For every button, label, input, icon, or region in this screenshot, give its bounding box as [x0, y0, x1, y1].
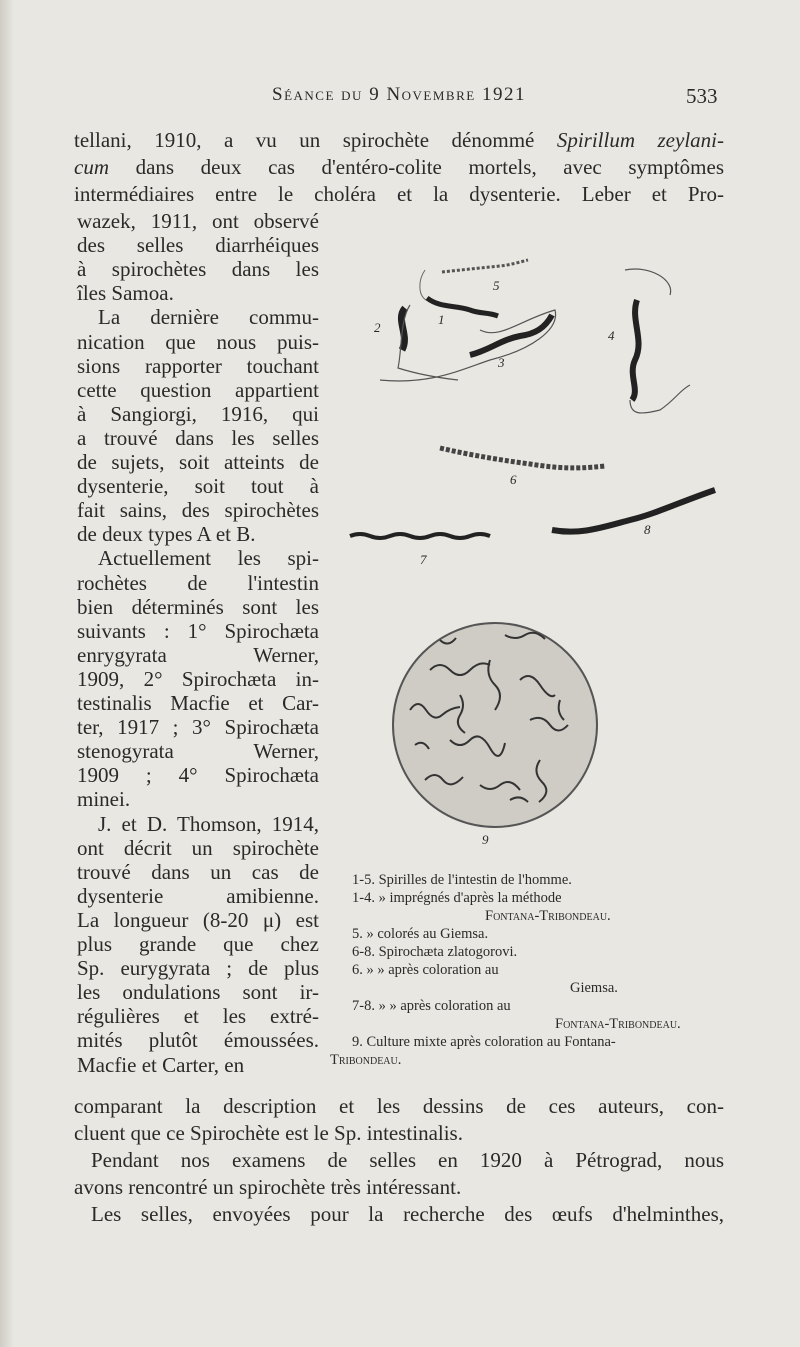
spirochete-3 — [470, 315, 552, 355]
figure-label-8: 8 — [644, 522, 651, 537]
text-line: régulières et les extré- — [77, 1004, 319, 1029]
text-line: de deux types A et B. — [77, 522, 256, 547]
text-line: J. et D. Thomson, 1914, — [98, 811, 319, 836]
text-line: avons rencontré un spirochète très intéressant. — [74, 1175, 462, 1199]
text-line: tellani, 1910, a vu un spirochète dénommé Spirillum zeylani- — [74, 128, 724, 152]
figure-label-9: 9 — [482, 832, 489, 847]
text-line: ter, 1917 ; 3° Spirochæta — [77, 715, 319, 740]
text-line: nication que nous puis- — [77, 329, 319, 354]
page-spine-shadow — [0, 0, 14, 1347]
text-line: cluent que ce Spirochète est le Sp. intestinalis. — [74, 1121, 463, 1145]
caption-line: Tribondeau. — [330, 1052, 402, 1068]
figure-label-5: 5 — [493, 278, 500, 293]
text-line: minei. — [77, 787, 131, 812]
text-line: dysenterie, soit tout à — [77, 474, 319, 499]
caption-line: Giemsa. — [570, 980, 618, 996]
spirochete-4 — [632, 300, 639, 400]
figure-drawings — [330, 240, 730, 860]
figure-label-4: 4 — [608, 328, 615, 343]
text-line: Actuellement les spi- — [98, 546, 319, 571]
text-line: 1909 ; 4° Spirochæta — [77, 763, 319, 788]
text-line: stenogyrata Werner, — [77, 739, 319, 764]
outline-5 — [420, 270, 426, 300]
figure-label-1: 1 — [438, 312, 445, 327]
text-line: intermédiaires entre le choléra et la dysenterie. Leber et Pro- — [74, 182, 724, 206]
spirochete-5 — [442, 260, 528, 272]
caption-line: Fontana-Tribondeau. — [555, 1016, 681, 1032]
caption-line: 1-5. Spirilles de l'intestin de l'homme. — [352, 872, 572, 888]
text-line: a trouvé dans les selles — [77, 425, 319, 450]
figure-label-7: 7 — [420, 552, 427, 567]
text-line: cum dans deux cas d'entéro-colite mortels, avec symptômes — [74, 155, 724, 179]
caption-line: 5. » colorés au Giemsa. — [352, 926, 489, 942]
text-line: Les selles, envoyées pour la recherche des œufs d'helminthes, — [91, 1202, 724, 1226]
text-line: La longueur (8-20 μ) est — [77, 907, 319, 932]
spirochete-8 — [552, 490, 715, 532]
text-line: ont décrit un spirochète — [77, 835, 319, 860]
page-number: 533 — [686, 84, 718, 108]
running-header — [0, 84, 800, 114]
header-title-prefix: Séance du — [272, 84, 363, 105]
caption-line: 6-8. Spirochæta zlatogorovi. — [352, 944, 518, 960]
figure-label-6: 6 — [510, 472, 517, 487]
spirochete-7 — [350, 534, 490, 538]
text-line: trouvé dans un cas de — [77, 859, 319, 884]
header-day: 9 — [369, 84, 381, 105]
text-line: dysenterie amibienne. — [77, 883, 319, 908]
text-line: testinalis Macfie et Car- — [77, 691, 319, 715]
text-line: à Sangiorgi, 1916, qui — [77, 401, 319, 426]
text-line: suivants : 1° Spirochæta — [77, 618, 319, 643]
text-line: Pendant nos examens de selles en 1920 à Pétrograd, nous — [91, 1148, 724, 1172]
caption-line: Fontana-Tribondeau. — [485, 908, 611, 924]
spirochete-figure-plate — [330, 240, 730, 860]
text-line: La dernière commu- — [98, 305, 319, 330]
text-line: bien déterminés sont les — [77, 594, 319, 619]
text-line: les ondulations sont ir- — [77, 980, 319, 1005]
text-line: Sp. eurygyrata ; de plus — [77, 956, 319, 981]
text-line: sions rapporter touchant — [77, 353, 319, 378]
text-line: fait sains, des spirochètes — [77, 498, 319, 523]
text-line: cette question appartient — [77, 377, 319, 402]
text-line: plus grande que chez — [77, 932, 319, 956]
text-line: à spirochètes dans les — [77, 257, 319, 282]
text-line: wazek, 1911, ont observé — [77, 209, 319, 233]
figure-label-2: 2 — [374, 320, 381, 335]
caption-line: 1-4. » imprégnés d'après la méthode — [352, 890, 562, 906]
culture-circle-9 — [393, 623, 597, 827]
caption-line: 7-8. » » après coloration au — [352, 998, 511, 1014]
text-line: enrygyrata Werner, — [77, 642, 319, 667]
spirochete-6 — [440, 448, 605, 468]
header-year: 1921 — [481, 84, 526, 105]
text-line: mités plutôt émoussées. — [77, 1028, 319, 1053]
text-line: Macfie et Carter, en — [77, 1052, 245, 1077]
text-line: des selles diarrhéiques — [77, 233, 319, 258]
caption-line: 6. » » après coloration au — [352, 962, 499, 978]
text-line: 1909, 2° Spirochæta in- — [77, 666, 319, 691]
header-title — [272, 84, 526, 106]
header-month: Novembre — [386, 84, 476, 105]
text-line: îles Samoa. — [77, 281, 174, 306]
figure-label-3: 3 — [498, 355, 505, 370]
text-line: de sujets, soit atteints de — [77, 450, 319, 474]
text-line: rochètes de l'intestin — [77, 570, 319, 595]
text-line: comparant la description et les dessins de ces auteurs, con- — [74, 1094, 724, 1118]
caption-line: 9. Culture mixte après coloration au Fontana- — [352, 1034, 616, 1050]
